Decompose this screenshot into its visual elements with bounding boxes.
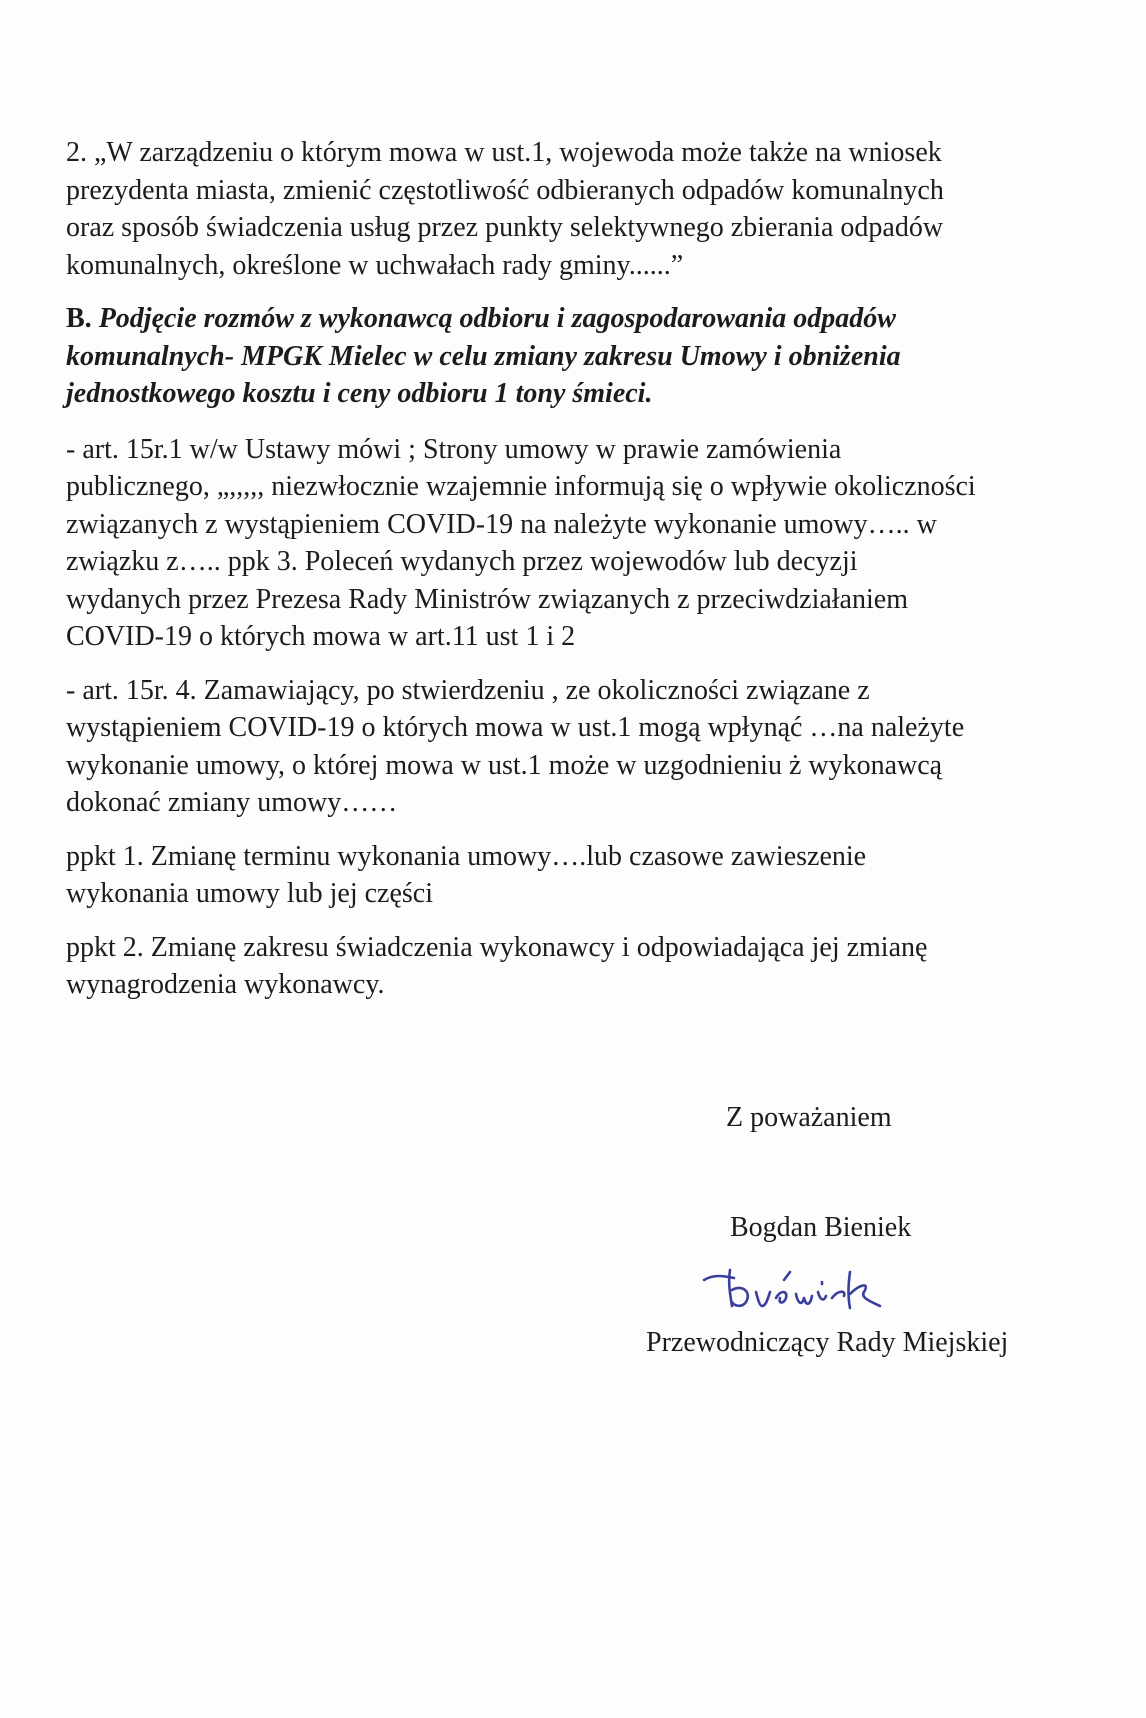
document-body (66, 134, 1056, 1020)
paragraph-b-heading: Podjęcie rozmów z wykonawcą odbioru i zagospodarowania odpadów komunalnych- MPGK Mielec w celu zmiany zakresu Umowy i obniżenia jednostkowego kosztu i ceny odbioru 1 tony śmieci. (66, 303, 901, 409)
paragraph-2: 2. „W zarządzeniu o którym mowa w ust.1, wojewoda może także na wniosek prezydenta miasta, zmienić częstotliwość odbieranych odpadów komunalnych oraz sposób świadczenia usług przez punkty selektywnego zbierania odpadów komunalnych, określone w uchwałach rady gminy......” (66, 137, 944, 281)
paragraph-art-15r4: - art. 15r. 4. Zamawiający, po stwierdzeniu , ze okoliczności związane z wystąpieniem COVID-19 o których mowa w ust.1 mogą wpłynąć …na należyte wykonanie umowy, o której mowa w ust.1 może w uzgodnieniu ż wykonawcą dokonać zmiany umowy…… (66, 674, 965, 818)
handwritten-signature (700, 1262, 930, 1320)
paragraph-art-15r1: - art. 15r.1 w/w Ustawy mówi ; Strony umowy w prawie zamówienia publicznego, „,,,,, niezwłocznie wzajemnie informują się o wpływie okoliczności związanych z wystąpieniem COVID-19 na należyte wykonanie umowy….. w związku z….. ppk 3. Poleceń wydanych przez wojewodów lub decyzji wydanych przez Prezesa Rady Ministrów związanych z przeciwdziałaniem COVID-19 o których mowa w art.11 ust 1 i 2 (66, 433, 976, 652)
paragraph-ppkt-2: ppkt 2. Zmianę zakresu świadczenia wykonawcy i odpowiadająca jej zmianę wynagrodzenia wykonawcy. (66, 931, 928, 1000)
author-position: Przewodniczący Rady Miejskiej (646, 1327, 1009, 1358)
paragraph-b-label: B. (66, 303, 92, 334)
author-name: Bogdan Bieniek (730, 1212, 912, 1243)
paragraph-ppkt-1: ppkt 1. Zmianę terminu wykonania umowy….lub czasowe zawieszenie wykonania umowy lub jej części (66, 840, 867, 909)
closing-text: Z poważaniem (726, 1102, 892, 1133)
paragraph-b (66, 300, 1056, 413)
